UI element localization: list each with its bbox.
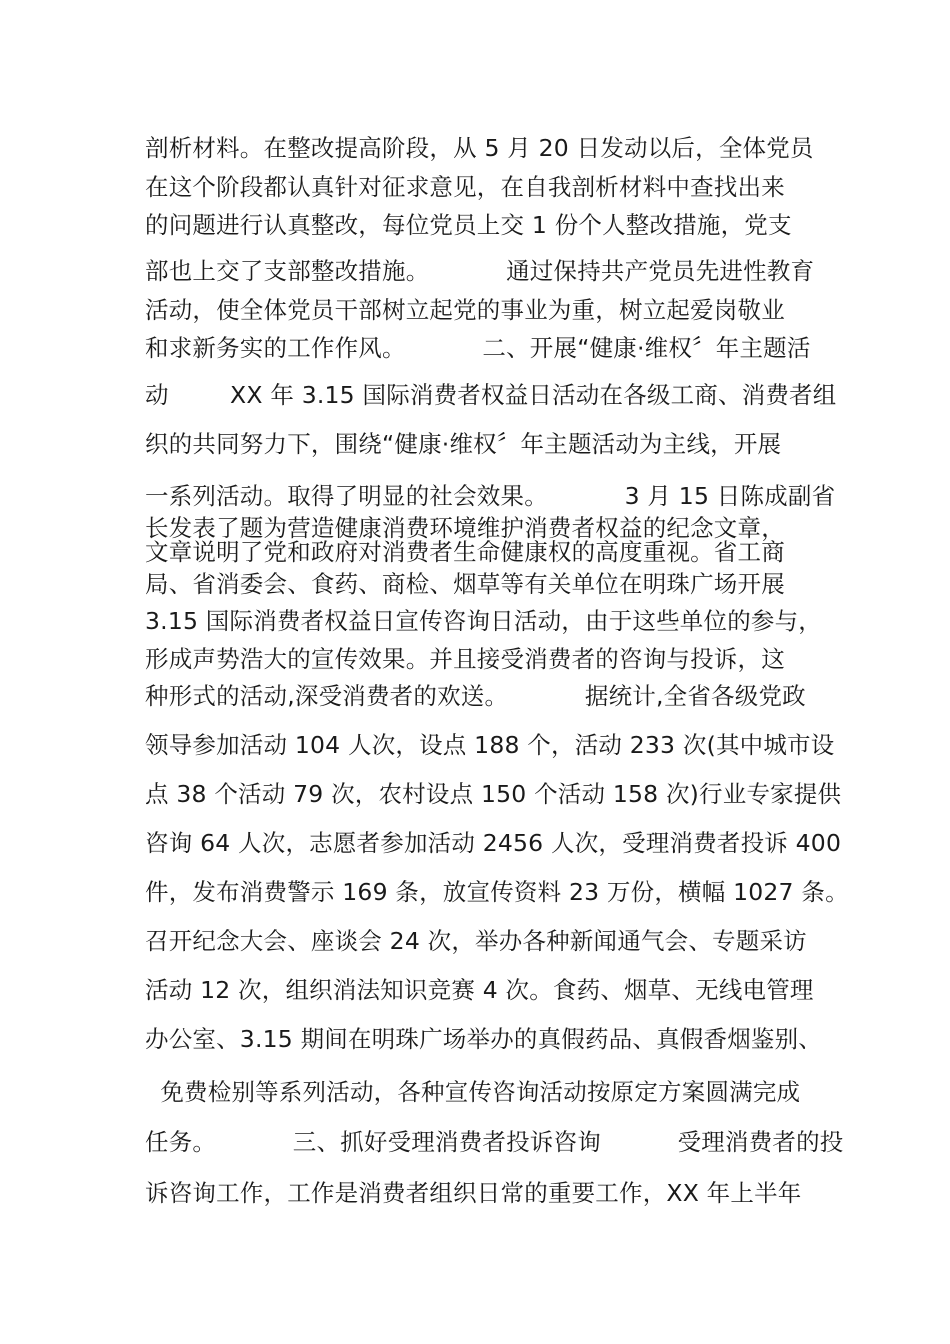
text-line: 局、省消委会、食药、商检、烟草等有关单位在明珠广场开展: [145, 570, 785, 598]
text-line: 诉咨询工作，工作是消费者组织日常的重要工作，XX 年上半年: [145, 1179, 802, 1207]
text-line: 形成声势浩大的宣传效果。并且接受消费者的咨询与投诉，这: [145, 645, 785, 673]
text-line: 动 XX 年 3.15 国际消费者权益日活动在各级工商、消费者组: [145, 381, 837, 409]
text-line: 召开纪念大会、座谈会 24 次，举办各种新闻通气会、专题采访: [145, 927, 807, 955]
text-line: 剖析材料。在整改提高阶段，从 5 月 20 日发动以后，全体党员: [145, 134, 814, 162]
text-line: 部也上交了支部整改措施。 通过保持共产党员先进性教育: [145, 257, 815, 285]
text-line: 文章说明了党和政府对消费者生命健康权的高度重视。省工商: [145, 538, 785, 566]
text-line: 领导参加活动 104 人次，设点 188 个，活动 233 次(其中城市设: [145, 731, 835, 759]
text-line: 和求新务实的工作作风。 二、开展“健康·维权〞年主题活: [145, 334, 811, 362]
text-line: 咨询 64 人次，志愿者参加活动 2456 人次，受理消费者投诉 400: [145, 829, 842, 857]
text-line: 在这个阶段都认真针对征求意见，在自我剖析材料中查找出来: [145, 173, 785, 201]
text-line: 种形式的活动,深受消费者的欢送。 据统计,全省各级党政: [145, 682, 806, 710]
text-line: 免费检别等系列活动，各种宣传咨询活动按原定方案圆满完成: [145, 1078, 801, 1106]
text-line: 活动，使全体党员干部树立起党的事业为重，树立起爱岗敬业: [145, 296, 785, 324]
text-line: 活动 12 次，组织消法知识竞赛 4 次。食药、烟草、无线电管理: [145, 976, 814, 1004]
text-line: 任务。 三、抓好受理消费者投诉咨询 受理消费者的投: [145, 1128, 844, 1156]
text-line: 一系列活动。取得了明显的社会效果。 3 月 15 日陈成副省: [145, 482, 836, 510]
text-line: 长发表了题为营造健康消费环境维护消费者权益的纪念文章，: [145, 514, 785, 542]
text-line: 件，发布消费警示 169 条，放宣传资料 23 万份，横幅 1027 条。: [145, 878, 849, 906]
text-line: 的问题进行认真整改，每位党员上交 1 份个人整改措施，党支: [145, 211, 792, 239]
text-line: 3.15 国际消费者权益日宣传咨询日活动，由于这些单位的参与，: [145, 607, 822, 635]
text-line: 点 38 个活动 79 次，农村设点 150 个活动 158 次)行业专家提供: [145, 780, 842, 808]
text-line: 织的共同努力下，围绕“健康·维权〞年主题活动为主线，开展: [145, 430, 782, 458]
text-line: 办公室、3.15 期间在明珠广场举办的真假药品、真假香烟鉴别、: [145, 1025, 822, 1053]
